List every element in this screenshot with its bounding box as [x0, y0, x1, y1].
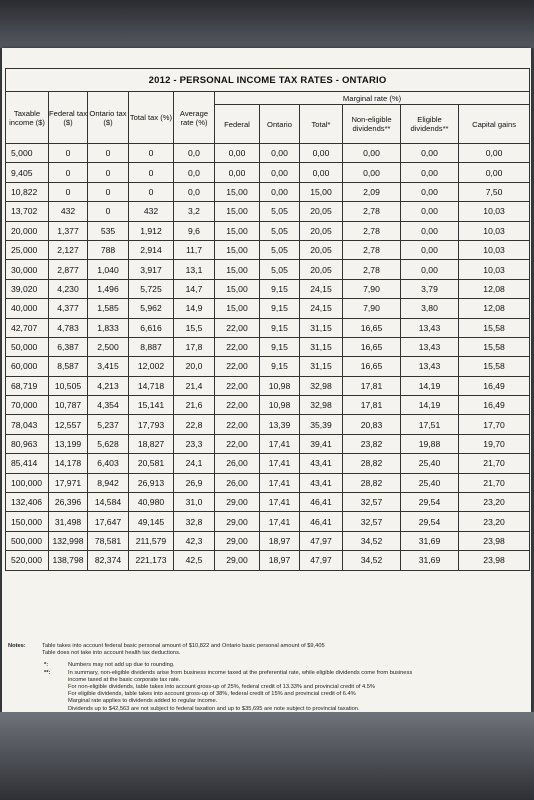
- table-cell: 788: [88, 240, 129, 259]
- table-cell: 25,40: [401, 454, 459, 473]
- table-row: [6, 551, 530, 570]
- footnote-text: For eligible dividends, table takes into account gross-up of 38%, federal credit of 15% and provincial credit of 6.4%: [68, 691, 356, 698]
- table-cell: 42,5: [174, 551, 215, 570]
- table-cell: 13,702: [6, 202, 49, 221]
- column-header: Non-eligible dividends**: [343, 105, 401, 144]
- table-cell: 22,00: [215, 376, 260, 395]
- table-cell: 24,15: [300, 279, 343, 298]
- table-cell: 30,000: [6, 260, 49, 279]
- column-header: Taxable income ($): [6, 92, 49, 144]
- table-cell: 22,00: [215, 357, 260, 376]
- table-row: [6, 415, 530, 434]
- column-header: Federal tax ($): [49, 92, 88, 144]
- table-cell: 16,65: [343, 318, 401, 337]
- table-row: [6, 337, 530, 356]
- table-cell: 19,88: [401, 434, 459, 453]
- table-cell: 12,557: [49, 415, 88, 434]
- table-cell: 1,040: [88, 260, 129, 279]
- table-cell: 12,002: [129, 357, 174, 376]
- table-cell: 9,15: [260, 318, 300, 337]
- table-row: [6, 434, 530, 453]
- table-row: [6, 260, 530, 279]
- table-cell: 21,70: [459, 454, 530, 473]
- table-cell: 23,20: [459, 493, 530, 512]
- table-cell: 5,000: [6, 144, 49, 163]
- table-cell: 82,374: [88, 551, 129, 570]
- table-cell: 15,141: [129, 396, 174, 415]
- table-cell: 17,8: [174, 337, 215, 356]
- table-cell: 7,90: [343, 299, 401, 318]
- table-cell: 15,00: [215, 182, 260, 201]
- table-cell: 9,405: [6, 163, 49, 182]
- table-cell: 15,00: [215, 202, 260, 221]
- table-cell: 49,145: [129, 512, 174, 531]
- table-cell: 26,00: [215, 454, 260, 473]
- table-cell: 0: [49, 182, 88, 201]
- table-cell: 70,000: [6, 396, 49, 415]
- table-cell: 43,41: [300, 454, 343, 473]
- table-cell: 21,4: [174, 376, 215, 395]
- table-cell: 15,00: [300, 182, 343, 201]
- table-cell: 17,41: [260, 454, 300, 473]
- document-page: [2, 48, 531, 712]
- table-cell: 18,97: [260, 551, 300, 570]
- table-cell: 3,415: [88, 357, 129, 376]
- table-cell: 60,000: [6, 357, 49, 376]
- table-cell: 0: [129, 144, 174, 163]
- table-cell: 0,0: [174, 163, 215, 182]
- table-cell: 0,00: [215, 163, 260, 182]
- table-cell: 0: [88, 182, 129, 201]
- table-cell: 3,79: [401, 279, 459, 298]
- table-cell: 520,000: [6, 551, 49, 570]
- table-cell: 13,43: [401, 357, 459, 376]
- table-cell: 29,54: [401, 493, 459, 512]
- table-cell: 4,213: [88, 376, 129, 395]
- table-cell: 9,15: [260, 279, 300, 298]
- table-cell: 15,58: [459, 337, 530, 356]
- table-cell: 0,00: [343, 163, 401, 182]
- table-cell: 221,173: [129, 551, 174, 570]
- table-cell: 17,81: [343, 396, 401, 415]
- table-cell: 0: [49, 163, 88, 182]
- table-cell: 26,396: [49, 493, 88, 512]
- table-cell: 0,0: [174, 144, 215, 163]
- table-cell: 1,585: [88, 299, 129, 318]
- table-cell: 2,914: [129, 240, 174, 259]
- table-cell: 12,08: [459, 279, 530, 298]
- table-cell: 2,09: [343, 182, 401, 201]
- table-cell: 14,584: [88, 493, 129, 512]
- footnote-text: Dividends up to $42,563 are not subject to federal taxation and up to $35,695 are note subject to provincial taxation.: [68, 705, 360, 712]
- table-cell: 20,0: [174, 357, 215, 376]
- table-cell: 0,00: [459, 163, 530, 182]
- table-row: [6, 144, 530, 163]
- table-cell: 15,00: [215, 260, 260, 279]
- table-cell: 0,00: [300, 144, 343, 163]
- table-cell: 13,39: [260, 415, 300, 434]
- table-cell: 138,798: [49, 551, 88, 570]
- table-cell: 0,00: [401, 221, 459, 240]
- table-cell: 22,8: [174, 415, 215, 434]
- table-cell: 25,40: [401, 473, 459, 492]
- table-cell: 4,230: [49, 279, 88, 298]
- table-cell: 46,41: [300, 493, 343, 512]
- table-cell: 26,00: [215, 473, 260, 492]
- table-cell: 100,000: [6, 473, 49, 492]
- table-cell: 14,9: [174, 299, 215, 318]
- table-cell: 14,19: [401, 376, 459, 395]
- table-cell: 29,00: [215, 512, 260, 531]
- table-cell: 17,647: [88, 512, 129, 531]
- table-cell: 29,00: [215, 531, 260, 550]
- table-row: [6, 512, 530, 531]
- table-cell: 22,00: [215, 337, 260, 356]
- table-cell: 0,00: [459, 144, 530, 163]
- table-cell: 15,00: [215, 279, 260, 298]
- table-cell: 432: [129, 202, 174, 221]
- table-cell: 68,719: [6, 376, 49, 395]
- table-cell: 9,15: [260, 299, 300, 318]
- table-cell: 0,0: [174, 182, 215, 201]
- table-cell: 0: [129, 182, 174, 201]
- table-cell: 22,00: [215, 415, 260, 434]
- table-row: [6, 454, 530, 473]
- table-cell: 6,403: [88, 454, 129, 473]
- column-header: Capital gains: [459, 105, 530, 144]
- footnote-symbol: **:: [44, 669, 51, 676]
- table-cell: 20,05: [300, 260, 343, 279]
- table-cell: 0,00: [343, 144, 401, 163]
- table-cell: 20,581: [129, 454, 174, 473]
- notes-label: Notes:: [8, 643, 26, 649]
- table-cell: 24,15: [300, 299, 343, 318]
- table-body: [6, 144, 530, 571]
- table-cell: 50,000: [6, 337, 49, 356]
- table-cell: 2,877: [49, 260, 88, 279]
- tax-rates-table: [5, 68, 530, 571]
- table-cell: 42,707: [6, 318, 49, 337]
- table-cell: 8,887: [129, 337, 174, 356]
- table-cell: 2,78: [343, 221, 401, 240]
- table-cell: 23,98: [459, 531, 530, 550]
- table-cell: 31,15: [300, 318, 343, 337]
- table-cell: 32,57: [343, 493, 401, 512]
- table-cell: 47,97: [300, 551, 343, 570]
- table-cell: 39,020: [6, 279, 49, 298]
- table-cell: 31,15: [300, 357, 343, 376]
- table-row: [6, 240, 530, 259]
- note-line: Table does not take into account health tax deductions.: [42, 650, 181, 657]
- column-header: Total tax (%): [129, 92, 174, 144]
- table-cell: 20,05: [300, 202, 343, 221]
- marginal-rate-header: Marginal rate (%): [215, 92, 530, 105]
- table-row: [6, 531, 530, 550]
- table-cell: 42,3: [174, 531, 215, 550]
- table-cell: 17,51: [401, 415, 459, 434]
- table-cell: 10,787: [49, 396, 88, 415]
- table-cell: 0,00: [401, 163, 459, 182]
- table-cell: 6,616: [129, 318, 174, 337]
- table-cell: 46,41: [300, 512, 343, 531]
- table-cell: 10,03: [459, 202, 530, 221]
- table-cell: 5,628: [88, 434, 129, 453]
- table-cell: 5,962: [129, 299, 174, 318]
- table-cell: 20,83: [343, 415, 401, 434]
- table-cell: 26,913: [129, 473, 174, 492]
- table-cell: 34,52: [343, 551, 401, 570]
- table-cell: 7,90: [343, 279, 401, 298]
- table-cell: 22,00: [215, 434, 260, 453]
- table-cell: 8,587: [49, 357, 88, 376]
- table-cell: 0: [88, 163, 129, 182]
- background-bottom: [0, 712, 534, 800]
- table-row: [6, 182, 530, 201]
- table-cell: 21,6: [174, 396, 215, 415]
- background-top: [0, 0, 534, 48]
- table-cell: 34,52: [343, 531, 401, 550]
- table-cell: 132,998: [49, 531, 88, 550]
- table-cell: 17,81: [343, 376, 401, 395]
- table-cell: 15,00: [215, 221, 260, 240]
- table-cell: 16,65: [343, 357, 401, 376]
- table-cell: 2,127: [49, 240, 88, 259]
- table-cell: 5,05: [260, 202, 300, 221]
- table-row: [6, 279, 530, 298]
- table-cell: 23,3: [174, 434, 215, 453]
- footnote-text: income taxed at the basic corporate tax rate.: [68, 676, 181, 683]
- table-cell: 18,97: [260, 531, 300, 550]
- table-cell: 10,822: [6, 182, 49, 201]
- table-cell: 0,00: [260, 144, 300, 163]
- table-cell: 31,498: [49, 512, 88, 531]
- table-cell: 20,05: [300, 240, 343, 259]
- table-cell: 4,354: [88, 396, 129, 415]
- table-cell: 85,414: [6, 454, 49, 473]
- table-cell: 8,942: [88, 473, 129, 492]
- table-cell: 20,000: [6, 221, 49, 240]
- table-cell: 2,78: [343, 240, 401, 259]
- table-row: [6, 396, 530, 415]
- table-cell: 3,80: [401, 299, 459, 318]
- table-cell: 0,00: [215, 144, 260, 163]
- table-cell: 31,69: [401, 551, 459, 570]
- table-cell: 78,043: [6, 415, 49, 434]
- table-cell: 0: [88, 202, 129, 221]
- table-cell: 1,496: [88, 279, 129, 298]
- table-cell: 21,70: [459, 473, 530, 492]
- table-cell: 15,58: [459, 318, 530, 337]
- table-cell: 14,19: [401, 396, 459, 415]
- table-cell: 20,05: [300, 221, 343, 240]
- table-cell: 10,03: [459, 240, 530, 259]
- table-cell: 18,827: [129, 434, 174, 453]
- table-cell: 78,581: [88, 531, 129, 550]
- table-cell: 0,00: [401, 240, 459, 259]
- table-cell: 211,579: [129, 531, 174, 550]
- table-cell: 22,00: [215, 318, 260, 337]
- table-row: [6, 493, 530, 512]
- table-cell: 16,49: [459, 396, 530, 415]
- table-cell: 1,833: [88, 318, 129, 337]
- table-cell: 47,97: [300, 531, 343, 550]
- table-cell: 15,00: [215, 240, 260, 259]
- table-cell: 43,41: [300, 473, 343, 492]
- table-cell: 23,98: [459, 551, 530, 570]
- table-cell: 10,03: [459, 260, 530, 279]
- table-cell: 11,7: [174, 240, 215, 259]
- table-cell: 15,5: [174, 318, 215, 337]
- table-cell: 5,05: [260, 221, 300, 240]
- table-cell: 5,725: [129, 279, 174, 298]
- table-cell: 31,69: [401, 531, 459, 550]
- table-cell: 0,00: [300, 163, 343, 182]
- table-cell: 31,15: [300, 337, 343, 356]
- table-cell: 25,000: [6, 240, 49, 259]
- table-row: [6, 221, 530, 240]
- table-cell: 29,54: [401, 512, 459, 531]
- table-cell: 9,15: [260, 357, 300, 376]
- table-row: [6, 376, 530, 395]
- footnote-text: Marginal rate applies to dividends added to regular income.: [68, 698, 218, 705]
- footnote-text: Numbers may not add up due to rounding.: [68, 662, 175, 669]
- table-cell: 10,505: [49, 376, 88, 395]
- table-cell: 1,377: [49, 221, 88, 240]
- table-cell: 14,178: [49, 454, 88, 473]
- table-cell: 500,000: [6, 531, 49, 550]
- table-cell: 14,7: [174, 279, 215, 298]
- table-cell: 0,00: [401, 182, 459, 201]
- table-cell: 4,377: [49, 299, 88, 318]
- table-cell: 0,00: [401, 144, 459, 163]
- column-header: Ontario tax ($): [88, 92, 129, 144]
- column-header: Total*: [300, 105, 343, 144]
- table-cell: 15,58: [459, 357, 530, 376]
- table-cell: 0: [129, 163, 174, 182]
- table-row: [6, 357, 530, 376]
- column-header: Ontario: [260, 105, 300, 144]
- table-cell: 14,718: [129, 376, 174, 395]
- table-cell: 5,237: [88, 415, 129, 434]
- table-cell: 29,00: [215, 551, 260, 570]
- table-cell: 28,82: [343, 473, 401, 492]
- table-row: [6, 318, 530, 337]
- table-cell: 13,199: [49, 434, 88, 453]
- table-cell: 9,15: [260, 337, 300, 356]
- footnote-symbol: *:: [44, 662, 49, 669]
- table-cell: 17,971: [49, 473, 88, 492]
- table-cell: 0,00: [260, 182, 300, 201]
- table-cell: 5,05: [260, 260, 300, 279]
- table-cell: 10,98: [260, 396, 300, 415]
- table-row: [6, 473, 530, 492]
- table-cell: 16,49: [459, 376, 530, 395]
- table-cell: 40,980: [129, 493, 174, 512]
- table-cell: 17,41: [260, 512, 300, 531]
- table-cell: 24,1: [174, 454, 215, 473]
- table-cell: 0: [88, 144, 129, 163]
- table-cell: 26,9: [174, 473, 215, 492]
- column-header: Average rate (%): [174, 92, 215, 144]
- table-cell: 32,98: [300, 376, 343, 395]
- table-cell: 13,1: [174, 260, 215, 279]
- table-cell: 29,00: [215, 493, 260, 512]
- table-cell: 40,000: [6, 299, 49, 318]
- table-cell: 32,57: [343, 512, 401, 531]
- note-line: Table takes into account federal basic personal amount of $10,822 and Ontario basic personal amount of $9,405: [42, 643, 325, 649]
- table-cell: 7,50: [459, 182, 530, 201]
- table-cell: 28,82: [343, 454, 401, 473]
- footnote-text: In summary, non-eligible dividends arise from business income taxed at the preferential rate, while eligible dividends come from business: [68, 669, 413, 676]
- notes-section: [8, 643, 523, 713]
- table-row: [6, 299, 530, 318]
- table-cell: 16,65: [343, 337, 401, 356]
- table-cell: 0,00: [401, 260, 459, 279]
- table-cell: 31,0: [174, 493, 215, 512]
- table-cell: 0: [49, 144, 88, 163]
- table-cell: 9,6: [174, 221, 215, 240]
- table-cell: 3,917: [129, 260, 174, 279]
- table-cell: 5,05: [260, 240, 300, 259]
- table-cell: 13,43: [401, 337, 459, 356]
- table-row: [6, 163, 530, 182]
- table-cell: 23,20: [459, 512, 530, 531]
- table-cell: 39,41: [300, 434, 343, 453]
- table-cell: 80,963: [6, 434, 49, 453]
- table-cell: 17,41: [260, 493, 300, 512]
- column-header: Eligible dividends**: [401, 105, 459, 144]
- footnote-text: For non-eligible dividends, table takes into account gross-up of 25%, federal credit of 13.33% and provincial credit of 4.5%: [68, 684, 375, 691]
- table-cell: 6,387: [49, 337, 88, 356]
- table-cell: 2,78: [343, 202, 401, 221]
- table-cell: 17,70: [459, 415, 530, 434]
- table-cell: 17,41: [260, 473, 300, 492]
- table-cell: 12,08: [459, 299, 530, 318]
- table-cell: 3,2: [174, 202, 215, 221]
- table-cell: 132,406: [6, 493, 49, 512]
- table-cell: 0,00: [260, 163, 300, 182]
- table-cell: 535: [88, 221, 129, 240]
- table-cell: 32,8: [174, 512, 215, 531]
- table-cell: 4,783: [49, 318, 88, 337]
- table-cell: 2,500: [88, 337, 129, 356]
- column-header: Federal: [215, 105, 260, 144]
- table-cell: 23,82: [343, 434, 401, 453]
- table-row: [6, 202, 530, 221]
- table-cell: 10,98: [260, 376, 300, 395]
- table-cell: 17,41: [260, 434, 300, 453]
- table-cell: 10,03: [459, 221, 530, 240]
- table-cell: 32,98: [300, 396, 343, 415]
- table-cell: 17,793: [129, 415, 174, 434]
- table-cell: 0,00: [401, 202, 459, 221]
- table-cell: 13,43: [401, 318, 459, 337]
- table-cell: 15,00: [215, 299, 260, 318]
- table-cell: 432: [49, 202, 88, 221]
- table-cell: 1,912: [129, 221, 174, 240]
- table-title: 2012 - PERSONAL INCOME TAX RATES - ONTARIO: [6, 69, 530, 92]
- table-cell: 150,000: [6, 512, 49, 531]
- table-cell: 19,70: [459, 434, 530, 453]
- table-cell: 35,39: [300, 415, 343, 434]
- table-cell: 22,00: [215, 396, 260, 415]
- table-cell: 2,78: [343, 260, 401, 279]
